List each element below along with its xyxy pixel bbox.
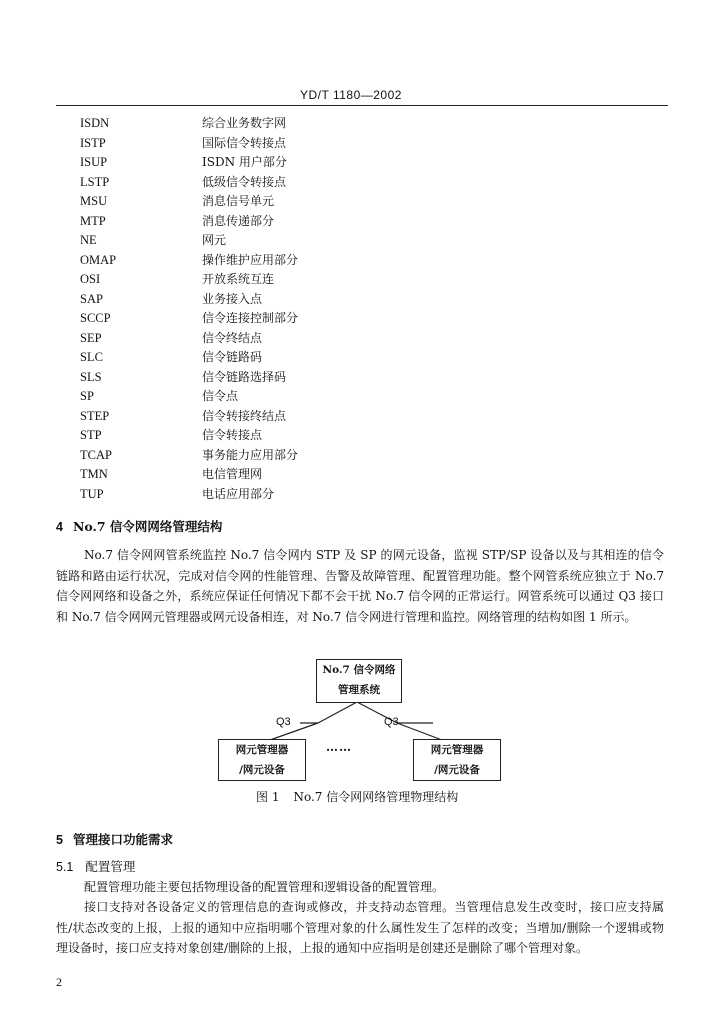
- abbreviation-definition: ISDN 用户部分: [202, 155, 287, 169]
- section-5-number: 5: [56, 833, 63, 847]
- network-management-system-box: [316, 659, 402, 703]
- figure-1-caption-number: 图 1: [256, 790, 280, 804]
- abbreviation-definition: 事务能力应用部分: [202, 447, 299, 462]
- abbreviation-definition: 信令终结点: [202, 330, 263, 345]
- abbreviation-definition: 电话应用部分: [202, 486, 275, 501]
- abbreviation-definition: 低级信令转接点: [202, 174, 287, 189]
- abbreviation-term: SEP: [80, 330, 102, 345]
- abbreviation-term: MSU: [80, 194, 108, 208]
- section-5-1-paragraph-1: 配置管理功能主要包括物理设备的配置管理和逻辑设备的配置管理。: [84, 880, 445, 894]
- figure-1-caption: [256, 788, 458, 805]
- abbreviation-term: SP: [80, 389, 94, 403]
- abbreviation-term: MTP: [80, 213, 106, 228]
- right-box-line-1: 网元管理器: [430, 744, 484, 756]
- section-4-paragraph: No.7 信令网网管系统监控 No.7 信令网内 STP 及 SP 的网元设备，监视 STP/SP 设备以及与其相连的信令链路和路由运行状况，完成对信令网的性能管理、告警及故障管理、配置管理功能。整个网管系统应独立于 No.7 信令网网络和设备之外，系统应保证任何情况下都不会干扰 No.7 信令网的正常运行。网管系统可以通过 Q3 接口和 No.7 信令网网元管理器或网元设备相连，对 No.7 信令网进行管理和监控。网络管理的结构如图 1 所示。: [56, 548, 664, 624]
- abbreviation-term: STEP: [80, 408, 110, 423]
- abbreviation-definition: 信令转接点: [202, 428, 263, 442]
- abbreviation-definition: 信令点: [202, 389, 239, 403]
- section-5-1-paragraph-2: 接口支持对各设备定义的管理信息的查询或修改，并支持动态管理。当管理信息发生改变时，接口应支持属性/状态改变的上报，上报的通知中应指明哪个管理对象的什么属性发生了怎样的改变；当增加/删除一个逻辑或物理设备时，接口应支持对象创建/删除的上报，上报的通知中应指明是创建还是删除了哪个管理对象。: [56, 900, 664, 955]
- right-element-manager-box: [413, 739, 501, 781]
- abbreviation-definition: 信令链路选择码: [202, 369, 287, 384]
- abbreviation-definition: 电信管理网: [202, 467, 263, 481]
- section-5-1-number: 5.1: [56, 860, 74, 874]
- abbreviation-definition: 开放系统互连: [202, 272, 275, 286]
- section-5-1-title: 配置管理: [85, 859, 136, 874]
- abbreviation-definition: 业务接入点: [202, 291, 263, 306]
- left-box-line-2: /网元设备: [239, 764, 285, 776]
- abbreviation-definition: 网元: [202, 233, 227, 247]
- left-q3-label: Q3: [276, 716, 291, 728]
- section-5-heading: [56, 830, 173, 848]
- page-header-standard-code: YD/T 1180—2002: [300, 88, 402, 102]
- abbreviation-term: NE: [80, 233, 97, 247]
- section-4-title: No.7 信令网网络管理结构: [72, 519, 223, 534]
- section-4-number: 4: [56, 520, 63, 534]
- section-5-title: 管理接口功能需求: [72, 832, 173, 847]
- left-box-line-1: 网元管理器: [235, 744, 289, 756]
- abbreviation-term: TCAP: [80, 447, 112, 462]
- section-5-1-heading: [56, 857, 135, 875]
- top-box-line-2: 管理系统: [338, 684, 380, 696]
- left-q3-connector-upper: [318, 702, 357, 723]
- abbreviation-term: ISDN: [80, 116, 110, 130]
- abbreviation-term: SAP: [80, 291, 103, 306]
- right-q3-label: Q3: [384, 716, 399, 728]
- abbreviation-term: OSI: [80, 272, 101, 286]
- abbreviation-definition: 操作维护应用部分: [202, 252, 299, 267]
- abbreviation-term: OMAP: [80, 252, 117, 267]
- top-box-line-1: No.7 信令网络: [322, 664, 396, 676]
- abbreviation-term: ISTP: [80, 135, 106, 150]
- page-number: 2: [56, 975, 62, 989]
- abbreviation-definition: 消息传递部分: [202, 213, 275, 228]
- abbreviation-definition: 信令链路码: [202, 350, 263, 364]
- abbreviation-term: ISUP: [80, 155, 108, 169]
- abbreviation-term: LSTP: [80, 174, 110, 189]
- abbreviation-definition: 信令连接控制部分: [202, 311, 299, 325]
- abbreviation-definition: 消息信号单元: [202, 194, 275, 208]
- abbreviation-term: SCCP: [80, 311, 111, 325]
- figure-ellipsis: ……: [326, 740, 352, 754]
- abbreviation-term: TUP: [80, 486, 104, 501]
- abbreviation-term: SLS: [80, 369, 102, 384]
- right-box-line-2: /网元设备: [434, 764, 480, 776]
- figure-1-caption-title: No.7 信令网网络管理物理结构: [293, 790, 459, 804]
- abbreviation-definition: 国际信令转接点: [202, 135, 287, 150]
- abbreviation-term: SLC: [80, 350, 103, 364]
- right-q3-connector: [397, 723, 442, 740]
- abbreviation-term: TMN: [80, 467, 108, 481]
- abbreviation-term: STP: [80, 428, 102, 442]
- abbreviation-definition: 综合业务数字网: [202, 116, 287, 130]
- left-element-manager-box: [218, 739, 306, 781]
- abbreviation-definition: 信令转接终结点: [202, 408, 287, 423]
